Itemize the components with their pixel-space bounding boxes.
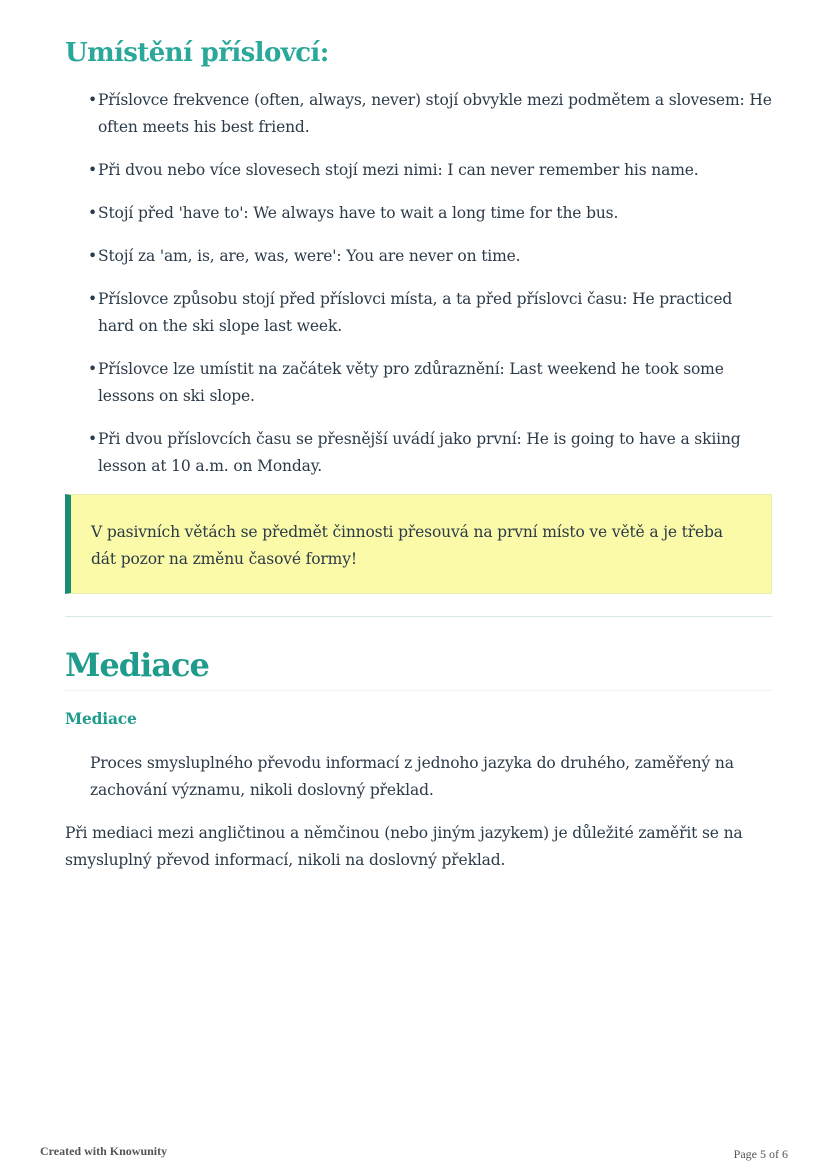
bullet-marker: • — [88, 360, 97, 378]
bullet-marker: • — [88, 204, 97, 222]
mediation-heading: Mediace — [65, 646, 209, 684]
list-item — [65, 157, 772, 184]
list-item-text: Příslovce způsobu stojí před příslovci místa, a ta před příslovci času: He practiced hard on the ski slope last week. — [98, 290, 733, 335]
list-item — [65, 87, 772, 141]
section-heading: Umístění příslovcí: — [65, 38, 329, 68]
list-item — [65, 286, 772, 340]
bullet-marker: • — [88, 161, 97, 179]
list-item-text: Při dvou příslovcích času se přesnější uvádí jako první: He is going to have a skiing lesson at 10 a.m. on Monday. — [98, 430, 741, 475]
bullet-marker: • — [88, 247, 97, 265]
list-item — [65, 243, 772, 270]
bullet-marker: • — [88, 91, 97, 109]
highlight-note — [65, 494, 772, 594]
section-divider — [65, 616, 772, 617]
list-item-text: Stojí před 'have to': We always have to wait a long time for the bus. — [98, 204, 619, 222]
bullet-marker: • — [88, 430, 97, 448]
definition-term: Mediace — [65, 709, 137, 728]
footer-credit: Created with Knowunity — [40, 1144, 168, 1158]
note-text: V pasivních větách se předmět činnosti přesouvá na první místo ve větě a je třeba dát pozor na změnu časové formy! — [91, 523, 723, 568]
list-item-text: Příslovce lze umístit na začátek věty pro zdůraznění: Last weekend he took some lessons on ski slope. — [98, 360, 724, 405]
body-paragraph: Při mediaci mezi angličtinou a němčinou (nebo jiným jazykem) je důležité zaměřit se na smysluplný převod informací, nikoli na doslovný překlad. — [65, 824, 743, 869]
bullet-marker: • — [88, 290, 97, 308]
definition-text: Proces smysluplného převodu informací z jednoho jazyka do druhého, zaměřený na zachování významu, nikoli doslovný překlad. — [90, 754, 734, 799]
list-item-text: Příslovce frekvence (often, always, never) stojí obvykle mezi podmětem a slovesem: He often meets his best friend. — [98, 91, 772, 136]
list-item — [65, 426, 772, 480]
page-number: Page 5 of 6 — [733, 1147, 788, 1161]
adverb-placement-list — [65, 87, 772, 496]
list-item-text: Při dvou nebo více slovesech stojí mezi nimi: I can never remember his name. — [98, 161, 699, 179]
heading-underline — [65, 690, 772, 691]
list-item — [65, 200, 772, 227]
list-item-text: Stojí za 'am, is, are, was, were': You are never on time. — [98, 247, 521, 265]
list-item — [65, 356, 772, 410]
